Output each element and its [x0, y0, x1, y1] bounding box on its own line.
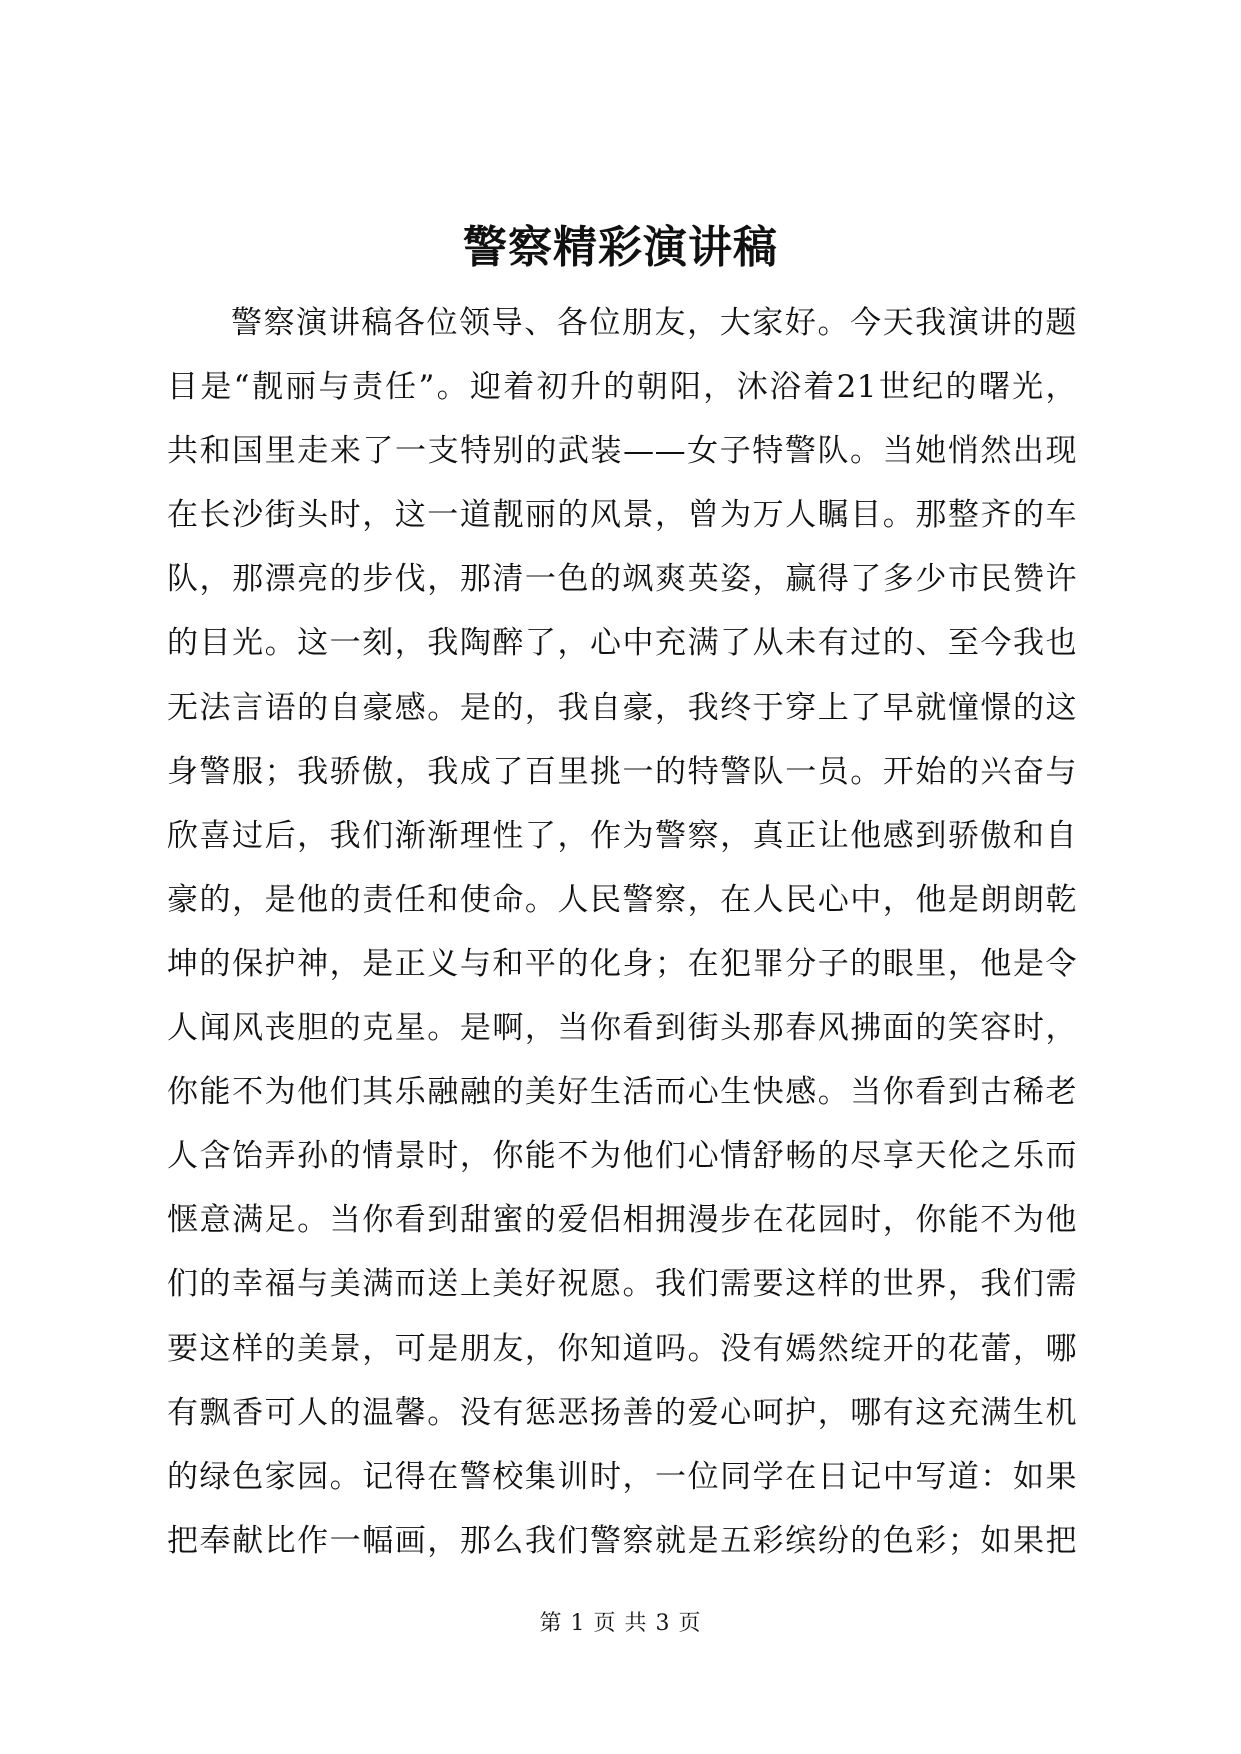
- body-line: 要这样的美景，可是朋友，你知道吗。没有嫣然绽开的花蕾，哪: [167, 1330, 1077, 1367]
- body-line: 目是“靓丽与责任”。迎着初升的朝阳，沐浴着21世纪的曙光，: [167, 369, 1077, 406]
- body-line: 们的幸福与美满而送上美好祝愿。我们需要这样的世界，我们需: [167, 1266, 1077, 1303]
- body-line: 惬意满足。当你看到甜蜜的爱侣相拥漫步在花园时，你能不为他: [167, 1202, 1077, 1239]
- body-line: 队，那漂亮的步伐，那清一色的飒爽英姿，赢得了多少市民赞许: [167, 561, 1077, 598]
- body-line: 欣喜过后，我们渐渐理性了，作为警察，真正让他感到骄傲和自: [167, 817, 1077, 854]
- document-body: [167, 291, 1077, 1573]
- page-number: 第 1 页 共 3 页: [539, 1611, 702, 1636]
- body-line: 的目光。这一刻，我陶醉了，心中充满了从未有过的、至今我也: [167, 625, 1077, 662]
- body-line: 坤的保护神，是正义与和平的化身；在犯罪分子的眼里，他是令: [167, 945, 1077, 982]
- body-line: 共和国里走来了一支特别的武装——女子特警队。当她悄然出现: [167, 433, 1077, 470]
- body-line: 警察演讲稿各位领导、各位朋友，大家好。今天我演讲的题: [231, 305, 1077, 341]
- body-line: 身警服；我骄傲，我成了百里挑一的特警队一员。开始的兴奋与: [167, 753, 1077, 790]
- body-line: 人含饴弄孙的情景时，你能不为他们心情舒畅的尽享天伦之乐而: [167, 1138, 1077, 1175]
- body-line: 把奉献比作一幅画，那么我们警察就是五彩缤纷的色彩；如果把: [167, 1522, 1077, 1559]
- body-line: 的绿色家园。记得在警校集训时，一位同学在日记中写道：如果: [167, 1458, 1077, 1495]
- document-title: 警察精彩演讲稿: [463, 222, 778, 273]
- body-line: 无法言语的自豪感。是的，我自豪，我终于穿上了早就憧憬的这: [167, 689, 1077, 726]
- body-line: 豪的，是他的责任和使命。人民警察，在人民心中，他是朗朗乾: [167, 881, 1077, 918]
- body-line: 在长沙街头时，这一道靓丽的风景，曾为万人瞩目。那整齐的车: [167, 497, 1077, 534]
- body-line: 人闻风丧胆的克星。是啊，当你看到街头那春风拂面的笑容时，: [167, 1010, 1077, 1047]
- body-line: 有飘香可人的温馨。没有惩恶扬善的爱心呵护，哪有这充满生机: [167, 1394, 1077, 1431]
- body-line: 你能不为他们其乐融融的美好生活而心生快感。当你看到古稀老: [167, 1074, 1077, 1111]
